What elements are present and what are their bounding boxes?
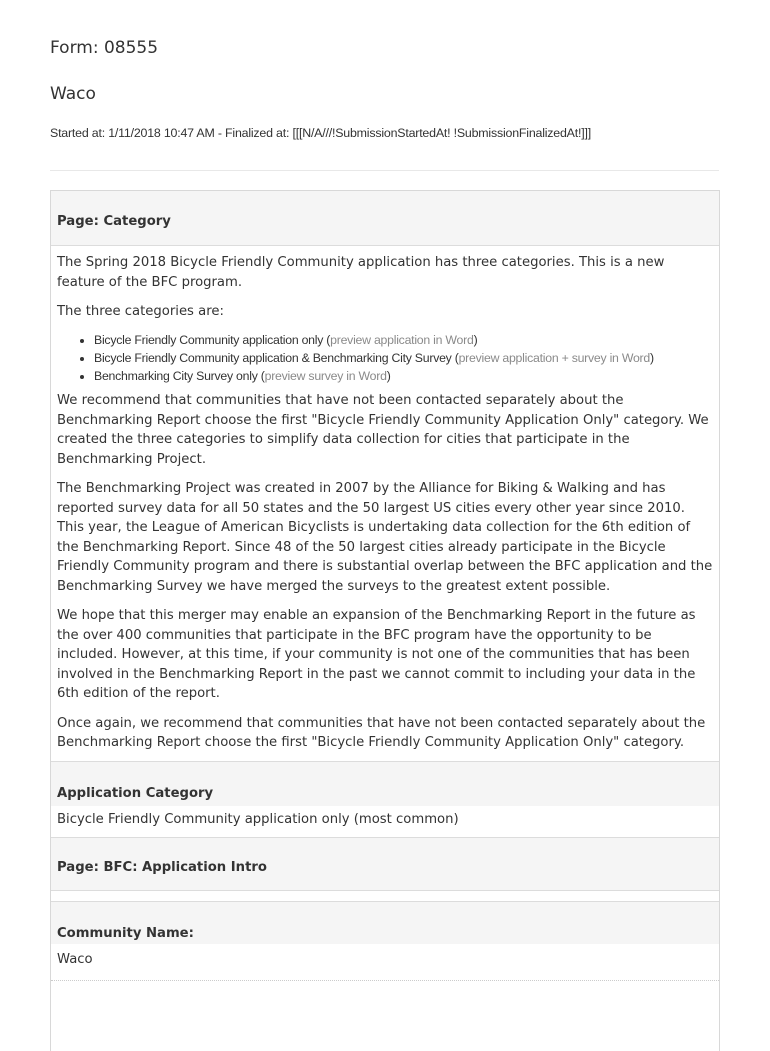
- preview-survey-link[interactable]: preview survey in Word: [264, 368, 387, 383]
- option-suffix: ): [386, 368, 391, 383]
- application-category-field: [51, 761, 719, 837]
- intro-page-heading: Page: BFC: Application Intro: [51, 837, 719, 891]
- option-suffix: ): [473, 332, 478, 347]
- category-option: [94, 349, 713, 367]
- application-category-value: Bicycle Friendly Community application only (most common): [51, 806, 719, 837]
- paragraph-recommendation: We recommend that communities that have not been contacted separately about the Benchmarking Report choose the first "Bicycle Friendly Community Application Only" category. We created the three categories to simplify data collection for cities that participate in the Benchmarking Project.: [57, 392, 709, 467]
- form-panel: [50, 190, 720, 1051]
- preview-application-survey-link[interactable]: preview application + survey in Word: [458, 350, 650, 365]
- section-spacer: [51, 891, 719, 902]
- option-label: Bicycle Friendly Community application & Benchmarking City Survey (: [94, 350, 459, 365]
- option-label: Bicycle Friendly Community application only (: [94, 332, 331, 347]
- application-category-label: Application Category: [57, 785, 214, 801]
- paragraph-benchmarking-history: The Benchmarking Project was created in 2007 by the Alliance for Biking & Walking and has reported survey data for all 50 states and the 50 largest US cities every other year since 2010. This year, the League of American Bicyclists is undertaking data collection for the 6th edition of the Benchmarking Report. Since 48 of the 50 largest cities already participate in the Bicycle Friendly Community program and there is substantial overlap between the BFC application and the Benchmarking Survey we have merged the surveys to the greatest extent possible.: [57, 480, 713, 594]
- category-page-heading: Page: Category: [51, 191, 719, 246]
- option-suffix: ): [649, 350, 654, 365]
- community-name-label: Community Name:: [51, 902, 719, 944]
- category-list-intro: The three categories are:: [57, 303, 224, 319]
- category-option: [94, 331, 713, 349]
- divider: [50, 170, 719, 171]
- submission-meta: Started at: 1/11/2018 10:47 AM - Finalized at: [[[N/A///!SubmissionStartedAt! !SubmissionFinalizedAt!]]]: [50, 126, 591, 140]
- preview-application-link[interactable]: preview application in Word: [330, 332, 474, 347]
- category-option: [94, 367, 713, 385]
- paragraph-merger: We hope that this merger may enable an expansion of the Benchmarking Report in the future as the over 400 communities that participate in the BFC program have the opportunity to be included. However, at this time, if your community is not one of the communities that has been involved in the Benchmarking Report in the past we cannot commit to including your data in the 6th edition of the report.: [57, 608, 696, 702]
- paragraph-recommendation-repeat: Once again, we recommend that communities that have not been contacted separately about the Benchmarking Report choose the first "Bicycle Friendly Community Application Only" category.: [57, 715, 706, 751]
- option-label: Benchmarking City Survey only (: [94, 368, 265, 383]
- category-options-list: [57, 331, 713, 385]
- category-page-body: [51, 246, 719, 761]
- community-name-value: Waco: [51, 944, 719, 981]
- form-title: Form: 08555: [50, 38, 159, 58]
- organization-name: Waco: [50, 84, 96, 104]
- category-intro: The Spring 2018 Bicycle Friendly Community application has three categories. This is a new feature of the BFC program.: [57, 255, 665, 290]
